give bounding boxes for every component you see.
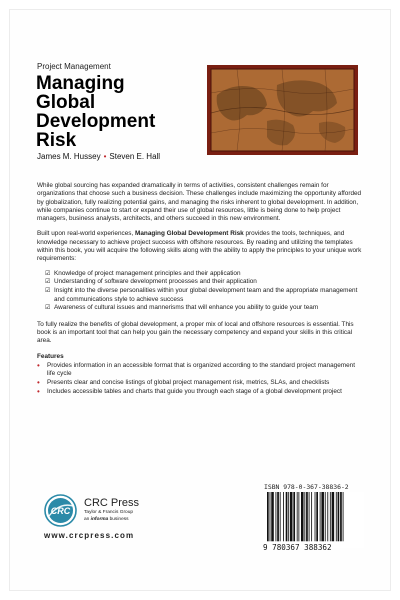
skills-checklist: [45, 270, 364, 313]
bullet-icon: •: [37, 386, 40, 396]
barcode-bar: [332, 492, 335, 541]
barcode-bar: [320, 492, 321, 541]
author-name: Steven E. Hall: [109, 152, 161, 161]
business-suffix: business: [108, 517, 129, 522]
barcode-bar: [315, 492, 316, 541]
crc-logo-icon: [44, 494, 77, 527]
informa-wordmark: informa: [90, 517, 109, 522]
barcode-bar: [321, 492, 324, 541]
feature-item: [37, 388, 364, 396]
series-label: Project Management: [37, 62, 111, 71]
checklist-item-text: Insight into the diverse personalities within your global development team and the appropriate management and communications style to achieve success: [54, 287, 358, 303]
barcode-bar: [309, 492, 310, 541]
barcode-bar: [277, 492, 279, 541]
barcode-bar: [340, 492, 342, 541]
description-paragraph: While global sourcing has expanded dramatically in terms of activities, consistent challenges remain for organizations that choose such a business decision. These challenges include maximizing the opportunity afforded by globalization, fully realizing potential gains, and managing the risks inherent to global development. In addition, while companies continue to start or expand their use of global resources, little is being done to help project managers, business analysts, architects, and others succeed in this new environment.: [37, 182, 362, 223]
book-title: [36, 74, 155, 150]
checklist-item: [45, 270, 364, 278]
author-separator: •: [103, 152, 107, 161]
checklist-item-text: Understanding of software development processes and their application: [54, 278, 257, 286]
authors: [37, 152, 160, 161]
barcode-bar: [271, 492, 274, 541]
features-heading: Features: [37, 352, 64, 360]
barcode-bar: [283, 492, 284, 541]
barcode-number: 9 780367 388362: [263, 543, 332, 552]
paragraph-text: provides the tools, techniques, and knowledge necessary to achieve project success with offshore resources. By reading and utilizing the templates within this book, you will acquire the following skills along with the ability to apply the principles to your unique work requirements:: [37, 230, 362, 263]
barcode-bar: [290, 492, 293, 541]
author-name: James M. Hussey: [37, 152, 101, 161]
barcode-bar: [293, 492, 295, 541]
features-list: [37, 362, 364, 396]
barcode-bar: [280, 492, 281, 541]
title-line: Risk: [36, 130, 77, 151]
checklist-item: [45, 304, 364, 312]
barcode-bar: [316, 492, 318, 541]
feature-item-text: Presents clear and concise listings of global project management risk, metrics, SLAs, and checklists: [47, 378, 330, 386]
checkbox-icon: ☑: [45, 278, 51, 286]
bullet-icon: •: [37, 377, 40, 387]
checkbox-icon: ☑: [45, 269, 51, 277]
barcode-bar: [343, 492, 344, 541]
checklist-item-text: Knowledge of project management principles and their application: [54, 269, 241, 277]
barcode-bar: [298, 492, 299, 541]
barcode-bar: [304, 492, 305, 541]
barcode-bar: [330, 492, 331, 541]
isbn-label: ISBN 978-0-367-38836-2: [264, 483, 349, 491]
barcode-bar: [311, 492, 312, 541]
barcode-bar: [267, 492, 269, 541]
business-prefix: an: [84, 517, 91, 522]
feature-item: [37, 362, 364, 379]
checklist-item: [45, 278, 364, 286]
description-paragraph: [37, 230, 364, 263]
publisher-group: Taylor & Francis Group: [84, 510, 134, 515]
logo-text: CRC: [50, 506, 71, 516]
barcode-bar: [270, 492, 271, 541]
cover-photo: [207, 65, 358, 155]
bullet-icon: •: [37, 360, 40, 370]
paragraph-text: Built upon real-world experiences,: [37, 230, 136, 238]
feature-item: [37, 379, 364, 387]
feature-item-text: Provides information in an accessible format that is organized according to the standard project management life cycle: [47, 361, 355, 378]
checklist-item: [45, 287, 364, 304]
title-line: Global: [36, 92, 96, 113]
barcode-bar: [276, 492, 277, 541]
publisher-url: www.crcpress.com: [44, 531, 135, 540]
checkbox-icon: ☑: [45, 287, 51, 295]
barcode-bar: [288, 492, 289, 541]
description-paragraph: To fully realize the benefits of global development, a proper mix of local and offshore resources is essential. This book is an important tool that can help you gain the necessary competency and expand your skills in this critical area.: [37, 320, 354, 345]
checklist-item-text: Awareness of cultural issues and mannerisms that will enhance you ability to guide your team: [54, 304, 319, 312]
barcode-bar: [286, 492, 288, 541]
barcode-bar: [327, 492, 328, 541]
title-line: Development: [36, 111, 156, 132]
barcode-bar: [336, 492, 337, 541]
barcode-icon: [263, 492, 364, 548]
feature-item-text: Includes accessible tables and charts that guide you through each stage of a global development project: [47, 387, 342, 395]
book-title-inline: Managing Global Development Risk: [135, 230, 244, 238]
barcode-bar: [306, 492, 308, 541]
barcode-bar: [297, 492, 298, 541]
barcode-bar: [338, 492, 340, 541]
barcode-bar: [301, 492, 304, 541]
title-line: Managing: [36, 73, 125, 94]
description-body: [37, 182, 364, 397]
publisher-name: CRC Press: [84, 497, 140, 509]
checkbox-icon: ☑: [45, 304, 51, 312]
publisher-business: [84, 517, 129, 522]
barcode-bar: [325, 492, 326, 541]
world-map-image: [207, 65, 358, 155]
